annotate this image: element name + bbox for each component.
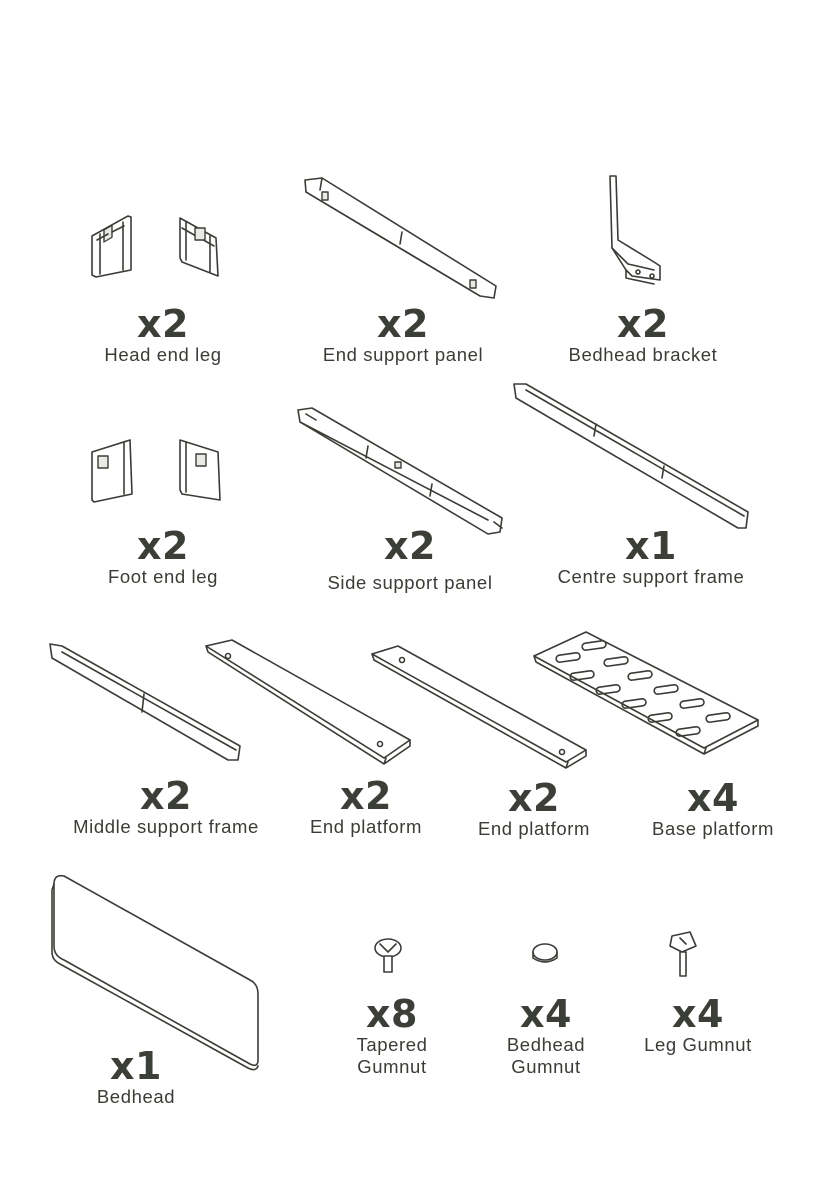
part-head-end-leg (60, 304, 266, 366)
part-quantity: x2 (140, 774, 192, 818)
part-bedhead-bracket (540, 304, 746, 366)
part-middle-support-frame (56, 776, 276, 838)
part-label: Bedhead bracket (568, 344, 718, 365)
side-support-panel-illustration (298, 408, 502, 534)
leg-gumnut-illustration (670, 932, 696, 976)
part-label: Tapered Gumnut (356, 1034, 428, 1077)
bedhead-illustration (52, 876, 258, 1070)
bedhead-bracket-illustration (610, 176, 660, 284)
part-end-support-panel (300, 304, 506, 366)
part-label: Middle support frame (73, 816, 259, 837)
foot-end-leg-illustration (92, 440, 220, 502)
part-quantity: x1 (625, 524, 677, 568)
part-tapered-gumnut (330, 994, 454, 1078)
centre-support-frame-illustration (514, 384, 748, 528)
part-quantity: x2 (508, 776, 560, 820)
part-label: Side support panel (327, 572, 493, 593)
part-side-support-panel (300, 526, 520, 594)
part-base-platform (636, 778, 790, 840)
part-quantity: x2 (137, 524, 189, 568)
part-quantity: x2 (384, 524, 436, 568)
part-bedhead-gumnut (484, 994, 608, 1078)
part-quantity: x2 (617, 302, 669, 346)
part-label: Head end leg (104, 344, 222, 365)
part-label: Base platform (652, 818, 774, 839)
bedhead-gumnut-illustration (533, 944, 557, 962)
part-label: Bedhead (96, 1086, 176, 1107)
part-quantity: x4 (687, 776, 739, 820)
part-label: Foot end leg (107, 566, 219, 587)
base-platform-illustration (534, 632, 758, 754)
part-quantity: x8 (366, 992, 418, 1036)
part-end-platform-2 (464, 778, 604, 840)
part-leg-gumnut (628, 994, 768, 1056)
part-end-platform-1 (296, 776, 436, 838)
part-quantity: x2 (377, 302, 429, 346)
part-centre-support-frame (544, 526, 758, 588)
part-bedhead (74, 1046, 198, 1108)
head-end-leg-illustration (92, 216, 218, 277)
part-label: End platform (309, 816, 423, 837)
part-quantity: x4 (520, 992, 572, 1036)
part-quantity: x1 (110, 1044, 162, 1088)
part-quantity: x2 (340, 774, 392, 818)
part-quantity: x4 (672, 992, 724, 1036)
tapered-gumnut-illustration (375, 939, 401, 972)
middle-support-frame-illustration (50, 644, 240, 760)
part-label: End platform (477, 818, 591, 839)
part-label: Leg Gumnut (644, 1034, 752, 1055)
part-label: Bedhead Gumnut (506, 1034, 586, 1077)
part-foot-end-leg (60, 526, 266, 588)
end-support-panel-illustration (305, 178, 496, 298)
part-label: End support panel (322, 344, 484, 365)
part-label: Centre support frame (557, 566, 745, 587)
part-quantity: x2 (137, 302, 189, 346)
